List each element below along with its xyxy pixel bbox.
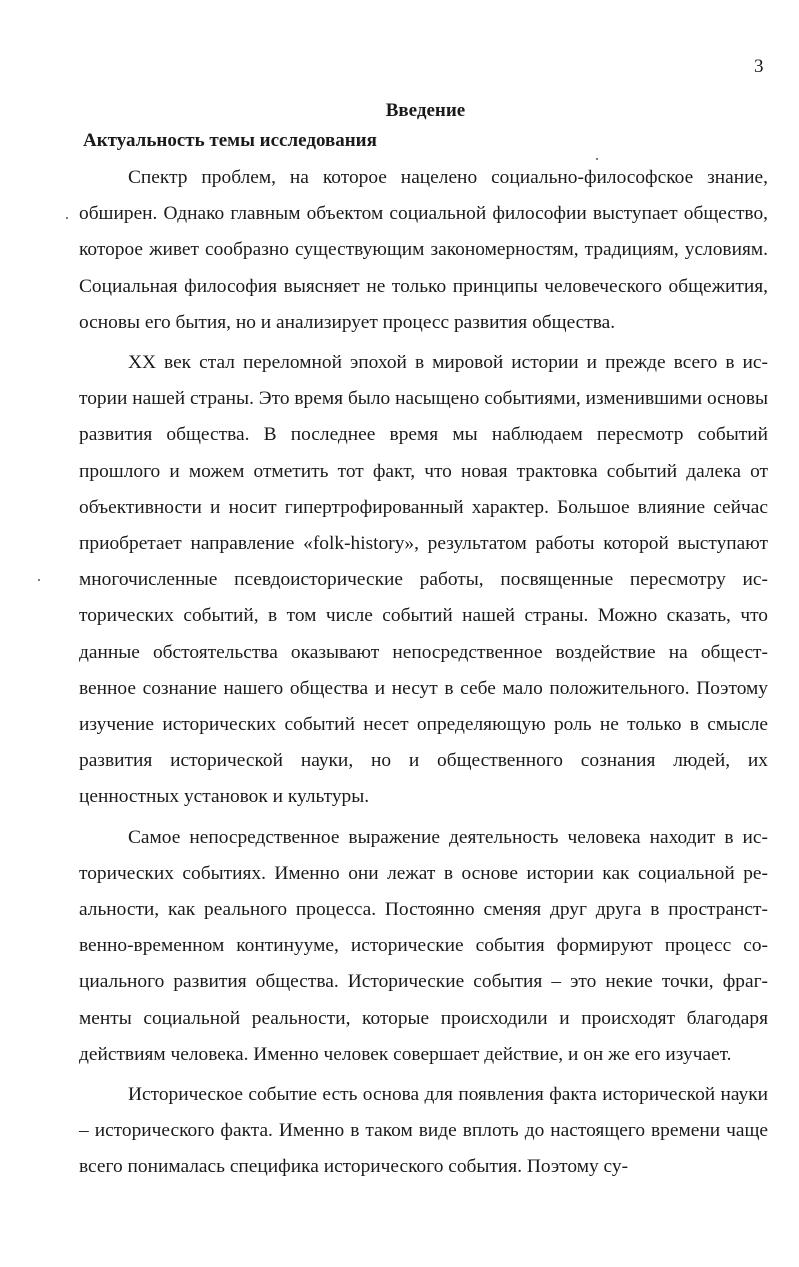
scan-speck — [38, 579, 40, 581]
scan-speck — [596, 158, 598, 160]
paragraph-4: Историческое событие есть основа для появления факта исторической науки – исторического факта. Именно в таком виде вплоть до настоящего времени чаще всего понималась специфика исторического события. Поэтому су- — [79, 1084, 768, 1178]
body-text — [79, 160, 768, 1190]
section-title: Введение — [385, 100, 466, 121]
subsection-title: Актуальность темы исследования — [83, 130, 377, 151]
paragraph-1: Спектр проблем, на которое нацелено социально-философское знание, обширен. Однако главным объектом социальной философии выступает общество, которое живет сообразно существующим закономерностям, традициям, условиям. Социальная философия выясняет не только принципы человеческого общежития, основы его бытия, но и анализирует процесс развития общества. — [79, 167, 768, 333]
page-number: 3 — [754, 56, 764, 77]
paragraph-2: XX век стал переломной эпохой в мировой истории и прежде всего в истории нашей страны. Это время было насыщено событиями, изменившими основы развития общества. В последнее время мы наблюдаем пересмотр событий прошлого и можем отметить тот факт, что новая трактовка событий далека от объективности и носит гипертрофированный характер. Большое влияние сейчас приобретает направление «folk-history», результатом работы которой выступают многочисленные псевдоисторические работы, посвященные пересмотру исторических событий, в том числе событий нашей страны. Можно сказать, что данные обстоятельства оказывают непосредственное воздействие на общественное сознание нашего общества и несут в себе мало положительного. Поэтому изучение исторических событий несет определяющую роль не только в смысле развития исторической науки, но и общественного сознания людей, их ценностных установок и культуры. — [79, 352, 768, 808]
paragraph-3: Самое непосредственное выражение деятельность человека находит в исторических событиях. Именно они лежат в основе истории как социальной реальности, как реального процесса. Постоянно сменяя друг друга в пространственно-временном континууме, исторические события формируют процесс социального развития общества. Исторические события – это некие точки, фрагменты социальной реальности, которые происходили и происходят благодаря действиям человека. Именно человек совершает действие, и он же его изучает. — [79, 826, 768, 1065]
scan-speck — [66, 217, 68, 219]
